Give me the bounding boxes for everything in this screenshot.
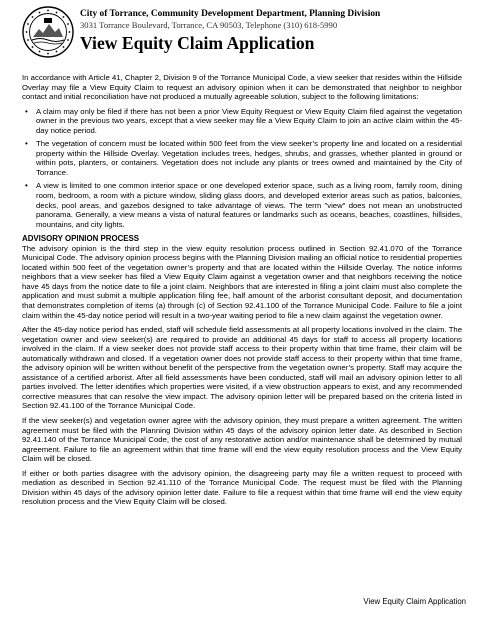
limitation-item: • A view is limited to one common interior space or one developed exterior space, such as a living room, family room, dining room, bedroom, a room with a picture window, sliding glass doors, and developed exterior areas such as patios, balconies, decks, pool areas, and gazebos designed to take advantage of views. The term "view" does not mean an unobstructed panorama. Generally, a view means a vista of natural features or landmarks such as oceans, beaches, coastlines, hillsides, mountains, and city lights. [36, 181, 462, 229]
letterhead [22, 6, 462, 68]
page-title: View Equity Claim Application [80, 33, 315, 53]
department-address: 3031 Torrance Boulevard, Torrance, CA 90503, Telephone (310) 618-5990 [80, 20, 338, 30]
letterhead-text [80, 9, 380, 53]
page-footer: View Equity Claim Application [363, 597, 466, 606]
field-assessment-paragraph: After the 45-day notice period has ended, staff will schedule field assessments at all property locations involved in the claim. The vegetation owner and view seeker(s) are required to provide an additional 45 days for staff to access all property locations involved in the claim. If a view seeker does not provide staff access to their property within that time frame, their claim will be automatically withdrawn and closed. If a vegetation owner does not provide staff access to their property within that time frame, the advisory opinion will be written without benefit of the perspective from the vegetation owner’s property. Staff may acquire the assistance of a certified arborist. After all field assessments have been conducted, staff will mail an advisory opinion letter to all parties involved. The letter identifies which properties were visited, if a view obstruction appears to exist, and any recommended corrective measures that can resolve the view impact. The advisory opinion letter will be prepared based on the criteria listed in Section 92.41.100 of the Torrance Municipal Code. [22, 325, 462, 411]
city-seal-logo [22, 6, 74, 58]
limitations-list [22, 107, 462, 230]
limitation-item: • A claim may only be filed if there has not been a prior View Equity Request or View Equity Claim filed against the vegetation owner in the previous two years, except that a view seeker may file a View Equity Claim to join an active claim within the 45-day notice period. [36, 107, 462, 136]
limitation-item: • The vegetation of concern must be located within 500 feet from the view seeker’s property line and located on a residential property within the Hillside Overlay. Vegetation includes trees, hedges, shrubs, and grasses, whether planted in ground or within pots, planters, or containers. Vegetation does not include any plants or trees owned and maintained by the City of Torrance. [36, 139, 462, 177]
mediation-paragraph: If either or both parties disagree with the advisory opinion, the disagreeing party may file a written request to proceed with mediation as described in Section 92.41.110 of the Torrance Municipal Code. The request must be filed with the Planning Division within 45 days of the advisory opinion letter date. Failure to file a request within that time frame will end the view equity resolution process and the View Equity Claim will be closed. [22, 468, 462, 507]
department-name: City of Torrance, Community Development Department, Planning Division [80, 9, 381, 19]
agreement-paragraph: If the view seeker(s) and vegetation owner agree with the advisory opinion, they must prepare a written agreement. The written agreement must be filed with the Planning Division within 45 days of the advisory opinion letter date. As described in Section 92.41.140 of the Torrance Municipal Code, the cost of any restorative action and/or maintenance shall be determined by mutual agreement. Failure to file an agreement within that time frame will end the view equity resolution process and the View Equity Claim will be closed. [22, 416, 462, 464]
document-body [22, 73, 462, 512]
process-paragraph: The advisory opinion is the third step in the view equity resolution process outlined in Section 92.41.070 of the Torrance Municipal Code. The advisory opinion process begins with the Planning Division mailing an official notice to residential properties located within 500 feet of the vegetation owner’s property and that are located within the Hillside Overlay. The notice informs neighbors that a view seeker has filed a View Equity Claim against a vegetation owner and that neighbors receiving the notice have 45 days from the notice date to file a joint claim. Neighbors that are interested in filing a joint claim must also complete the application and must submit a multiple application filing fee, half amount of the arborist consultant deposit, and documentation that demonstrates completion of items (a) through (c) of Section 92.41.100 of the Torrance Municipal Code. Failure to file a joint claim within the 45-day notice period will result in a two-year waiting period to file a new claim against the vegetation owner. [22, 243, 462, 320]
intro-paragraph: In accordance with Article 41, Chapter 2, Division 9 of the Torrance Municipal Code, a view seeker that resides within the Hillside Overlay may file a View Equity Claim to request an advisory opinion when it can be demonstrated that neighbor to neighbor contact and initial reconciliation have not produced a mutually agreeable solution, subject to the following limitations: [22, 73, 462, 102]
section-heading: ADVISORY OPINION PROCESS [22, 234, 140, 244]
